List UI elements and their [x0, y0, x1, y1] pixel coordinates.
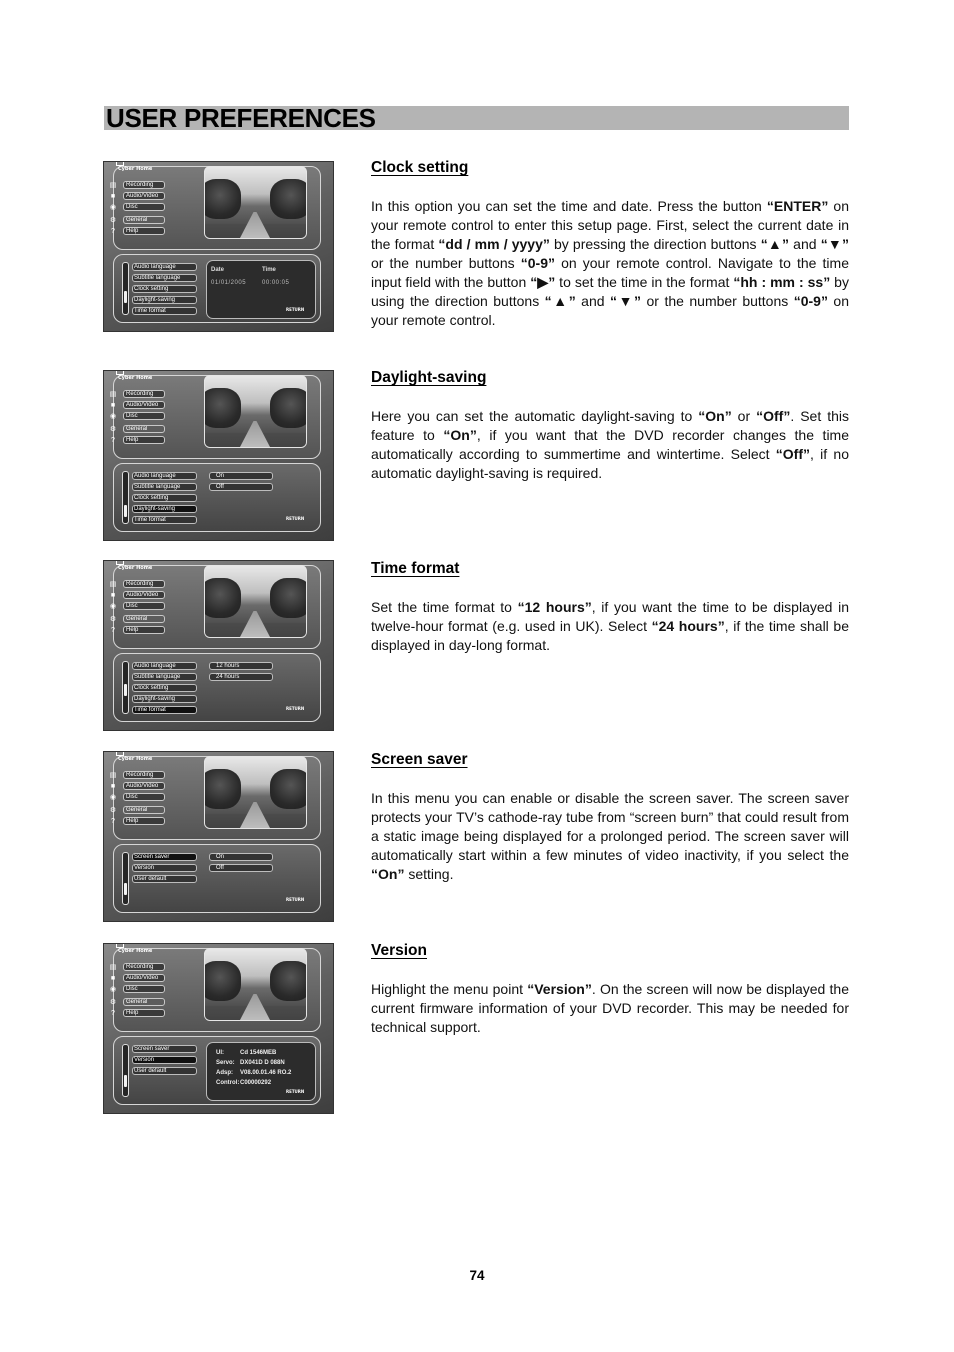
osd-submenu-item: Time format: [132, 307, 197, 315]
audio-video-icon: ■: [110, 975, 116, 982]
preview-image: [204, 948, 307, 1021]
osd-main-menu-item: Audio/Video: [123, 192, 165, 200]
osd-main-menu-item: Help: [123, 817, 165, 825]
body-text: on your remote control.: [371, 293, 849, 328]
audio-video-icon: ■: [110, 193, 116, 200]
version-value: V08.00.01.46 RO.2: [240, 1070, 292, 1076]
version-info-row: [216, 1060, 285, 1066]
osd-screenshot: [103, 161, 334, 332]
osd-main-menu-item: Recording: [123, 771, 165, 779]
section-paragraph: [371, 789, 849, 884]
body-text: Highlight the menu point: [371, 981, 528, 997]
version-key: UI:: [216, 1050, 224, 1056]
version-info-row: [216, 1070, 291, 1076]
section-heading: Version: [371, 942, 427, 959]
help-icon: ?: [111, 627, 115, 634]
recording-icon: ▤: [109, 772, 117, 779]
osd-main-menu-item: Disc: [123, 203, 165, 211]
preview-image: [204, 166, 307, 239]
osd-main-menu-item: Help: [123, 1009, 165, 1017]
osd-submenu-item: Time format: [132, 516, 197, 524]
version-key: Control:: [216, 1080, 240, 1086]
version-value: DX041D D 088N: [240, 1060, 285, 1066]
help-icon: ?: [111, 1010, 115, 1017]
osd-main-menu-item: Disc: [123, 412, 165, 420]
general-icon: ⚙: [109, 616, 117, 623]
osd-submenu-item: Version: [132, 864, 197, 872]
osd-option: Off: [209, 864, 273, 872]
bold-text: “24 hours”: [651, 618, 725, 634]
version-info-row: [216, 1050, 276, 1056]
body-text: or: [731, 408, 757, 424]
osd-main-menu-item: Recording: [123, 181, 165, 189]
osd-submenu-item: User default: [132, 1067, 197, 1075]
recording-icon: ▤: [109, 182, 117, 189]
osd-option: 12 hours: [209, 662, 273, 670]
bold-text: “12 hours”: [517, 599, 592, 615]
disc-icon: ◉: [109, 413, 117, 420]
section-heading: Daylight-saving: [371, 369, 487, 386]
osd-screenshot: [103, 370, 334, 541]
osd-submenu-item: Clock setting: [132, 684, 197, 692]
osd-main-menu-item: Recording: [123, 390, 165, 398]
audio-video-icon: ■: [110, 402, 116, 409]
osd-main-menu-item: Audio/Video: [123, 782, 165, 790]
osd-submenu-item: Subtitle language: [132, 673, 197, 681]
preview-image: [204, 375, 307, 448]
bold-text: “▶”: [530, 274, 556, 290]
recording-icon: ▤: [109, 391, 117, 398]
body-text: by using the direction buttons: [371, 274, 849, 309]
return-label: RETURN: [286, 706, 305, 711]
osd-submenu-item: Screen saver: [132, 1045, 197, 1053]
recording-icon: ▤: [109, 581, 117, 588]
osd-screenshot: [103, 751, 334, 922]
general-icon: ⚙: [109, 807, 117, 814]
body-text: , if the time shall be displayed in day-long format.: [371, 618, 849, 653]
osd-submenu-item: Clock setting: [132, 285, 197, 293]
page-number: 74: [469, 1268, 485, 1283]
version-info-row: [216, 1080, 271, 1086]
osd-submenu-item: Audio language: [132, 472, 197, 480]
body-text: on your remote control to enter this setup page. First, select the current date in the format: [371, 198, 850, 252]
body-text: , if you want that the DVD recorder changes the time automatically according to summertime and wintertime. Select: [371, 427, 849, 462]
recording-icon: ▤: [109, 964, 117, 971]
osd-screenshot: [103, 560, 334, 731]
osd-option: 24 hours: [209, 673, 273, 681]
osd-scrollbar: [122, 262, 129, 315]
bold-text: “ENTER”: [766, 198, 829, 214]
osd-brand: Cyber Home: [118, 375, 153, 381]
osd-submenu-item: User default: [132, 875, 197, 883]
osd-main-menu-item: Disc: [123, 602, 165, 610]
body-text: and: [575, 293, 611, 309]
section-paragraph: [371, 197, 849, 330]
osd-main-menu-item: Recording: [123, 580, 165, 588]
osd-main-menu-item: Help: [123, 227, 165, 235]
osd-main-menu-item: General: [123, 425, 165, 433]
osd-main-menu-item: General: [123, 615, 165, 623]
help-icon: ?: [111, 818, 115, 825]
disc-icon: ◉: [109, 603, 117, 610]
section-paragraph: [371, 407, 849, 483]
bold-text: “Version”: [527, 981, 592, 997]
body-text: and: [789, 236, 821, 252]
disc-icon: ◉: [109, 204, 117, 211]
help-icon: ?: [111, 437, 115, 444]
body-text: setting.: [404, 866, 454, 882]
bold-text: “▲”: [760, 236, 790, 252]
body-text: Set the time format to: [371, 599, 518, 615]
osd-main-menu-item: General: [123, 998, 165, 1006]
bold-text: “Off”: [756, 408, 791, 424]
bold-text: “Off”: [775, 446, 811, 462]
bold-text: “dd / mm / yyyy”: [438, 236, 550, 252]
body-text: on your remote control. Navigate to the time input field with the button: [371, 255, 849, 290]
return-label: RETURN: [286, 516, 305, 521]
osd-main-menu-item: General: [123, 806, 165, 814]
osd-option: Off: [209, 483, 273, 491]
return-label: RETURN: [286, 897, 305, 902]
osd-scrollbar: [122, 661, 129, 714]
bold-text: “On”: [698, 408, 732, 424]
osd-main-menu-item: Recording: [123, 963, 165, 971]
osd-submenu-item: Daylight-saving: [132, 505, 197, 513]
page-title-bar: [104, 103, 849, 133]
return-label: RETURN: [286, 1089, 305, 1094]
body-text: . On the screen will now be displayed the current firmware information of your DVD recorder. This may be needed for technical support.: [371, 981, 850, 1035]
osd-brand: Cyber Home: [118, 948, 153, 954]
body-text: In this menu you can enable or disable the screen saver. The screen saver protects your TV’s cathode-ray tube from “screen burn” that could result from a static image being displayed for a prolonged period. The screen saver will automatically start within a few minutes of video inactivity, if you select the: [371, 790, 849, 863]
bold-text: “0-9”: [793, 293, 828, 309]
preview-image: [204, 756, 307, 829]
osd-screenshot: [103, 943, 334, 1114]
osd-submenu-item: Screen saver: [132, 853, 197, 861]
body-text: , if no automatic daylight-saving is required.: [371, 446, 849, 481]
osd-submenu-item: Daylight-saving: [132, 296, 197, 304]
date-label: Date: [211, 267, 225, 273]
osd-submenu-item: Version: [132, 1056, 197, 1064]
osd-main-menu-item: Help: [123, 626, 165, 634]
body-text: by pressing the direction buttons: [549, 236, 761, 252]
osd-main-menu-item: Help: [123, 436, 165, 444]
osd-brand: Cyber Home: [118, 756, 153, 762]
bold-text: “0-9”: [520, 255, 555, 271]
date-value: 01/01/2005: [211, 280, 247, 286]
body-text: . Set this feature to: [371, 408, 849, 443]
return-label: RETURN: [286, 307, 305, 312]
osd-submenu-item: Clock setting: [132, 494, 197, 502]
osd-submenu-item: Subtitle language: [132, 483, 197, 491]
bold-text: “▲”: [544, 293, 576, 309]
body-text: or the number buttons: [371, 255, 521, 271]
body-text: to set the time in the format: [555, 274, 734, 290]
bold-text: “On”: [371, 866, 405, 882]
version-value: Cd 1546MEB: [240, 1050, 277, 1056]
osd-scrollbar: [122, 1044, 129, 1097]
bold-text: “▼”: [610, 293, 642, 309]
bold-text: “hh : mm : ss”: [733, 274, 831, 290]
osd-scrollbar: [122, 471, 129, 524]
osd-submenu-item: Time format: [132, 706, 197, 714]
general-icon: ⚙: [109, 426, 117, 433]
bold-text: “On”: [443, 427, 477, 443]
section-paragraph: [371, 598, 849, 655]
version-key: Servo:: [216, 1060, 235, 1066]
osd-main-menu-item: Audio/Video: [123, 401, 165, 409]
section-paragraph: [371, 980, 849, 1037]
osd-submenu-item: Audio language: [132, 263, 197, 271]
disc-icon: ◉: [109, 794, 117, 801]
page-title: USER PREFERENCES: [106, 103, 376, 133]
osd-option: On: [209, 472, 273, 480]
general-icon: ⚙: [109, 217, 117, 224]
osd-main-menu-item: Disc: [123, 985, 165, 993]
audio-video-icon: ■: [110, 783, 116, 790]
section-heading: Clock setting: [371, 159, 469, 176]
osd-main-menu-item: General: [123, 216, 165, 224]
body-text: or the number buttons: [641, 293, 794, 309]
osd-brand: Cyber Home: [118, 565, 153, 571]
version-key: Adsp:: [216, 1070, 233, 1076]
audio-video-icon: ■: [110, 592, 116, 599]
osd-main-menu-item: Disc: [123, 793, 165, 801]
body-text: , if you want the time to be displayed in twelve-hour format (e.g. used in UK). Select: [371, 599, 849, 634]
osd-option: On: [209, 853, 273, 861]
disc-icon: ◉: [109, 986, 117, 993]
time-label: Time: [262, 267, 276, 273]
osd-submenu-item: Subtitle language: [132, 274, 197, 282]
time-value: 00:00:05: [262, 280, 290, 286]
help-icon: ?: [111, 228, 115, 235]
bold-text: “▼”: [820, 236, 850, 252]
preview-image: [204, 565, 307, 638]
body-text: In this option you can set the time and date. Press the button: [371, 198, 767, 214]
osd-submenu-item: Daylight-saving: [132, 695, 197, 703]
osd-main-menu-item: Audio/Video: [123, 591, 165, 599]
osd-brand: Cyber Home: [118, 166, 153, 172]
osd-scrollbar: [122, 852, 129, 905]
osd-main-menu-item: Audio/Video: [123, 974, 165, 982]
general-icon: ⚙: [109, 999, 117, 1006]
section-heading: Screen saver: [371, 751, 468, 768]
version-value: C00000292: [240, 1080, 272, 1086]
section-heading: Time format: [371, 560, 460, 577]
body-text: Here you can set the automatic daylight-saving to: [371, 408, 699, 424]
osd-submenu-item: Audio language: [132, 662, 197, 670]
